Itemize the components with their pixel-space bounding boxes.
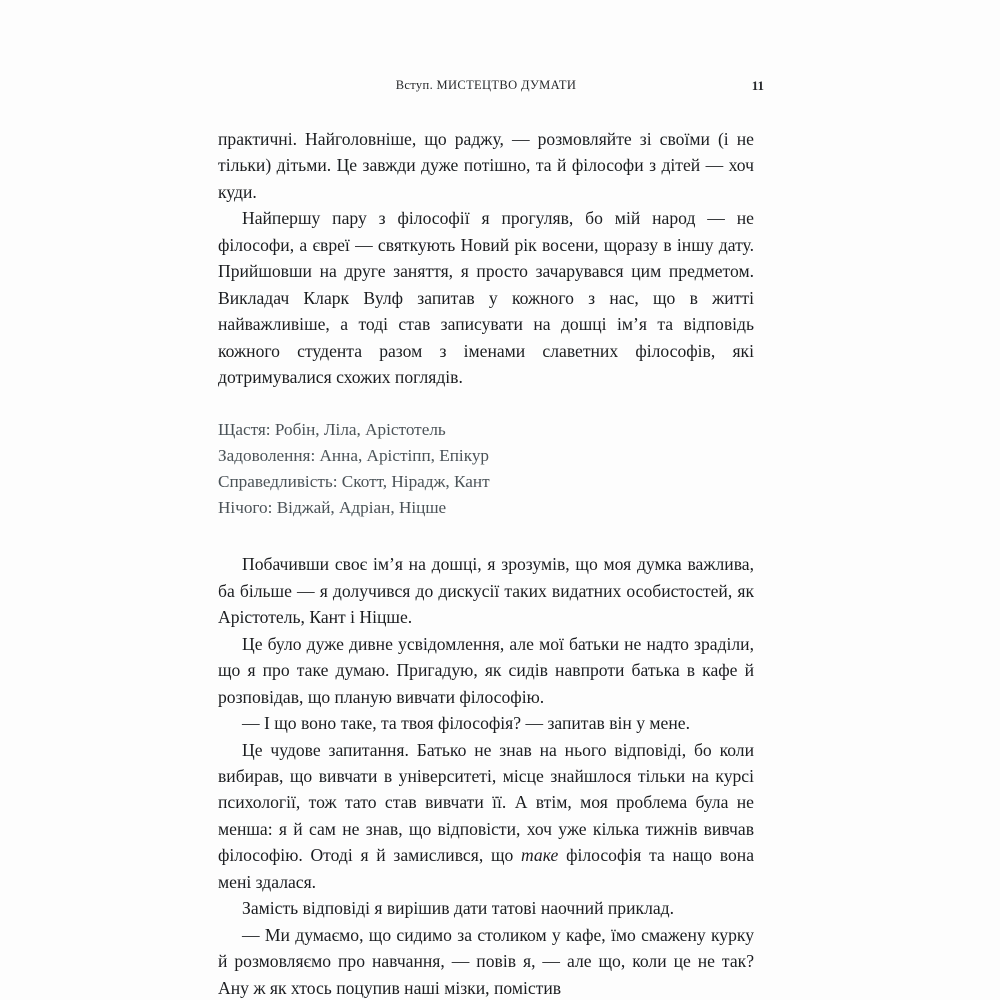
list-item: Нічого: Віджай, Адріан, Ніцше (218, 498, 447, 518)
paragraph-dialogue: — І що воно таке, та твоя філософія? — запитав він у мене. (242, 713, 690, 734)
page-text-block (218, 78, 764, 1001)
running-head (218, 78, 764, 100)
body-text (218, 126, 754, 1001)
running-head-prefix: Вступ. (395, 78, 434, 92)
list-item: Щастя: Робін, Ліла, Арістотель (218, 419, 446, 439)
paragraph-dialogue: — Ми думаємо, що сидимо за столиком у кафе, їмо смажену курку й розмовляємо про навчання, — повів я, — але що, коли це не так? Ану ж як хтось поцупив наші мізки, помістив (218, 924, 754, 998)
paragraph-text-lead: Це чудове запитання. Батько не знав на нього відповіді, бо коли вибирав, що вивчати в університеті, місце знайшлося тільки на курсі психології, тож тато став вивчати її. А втім, моя проблема була не менша: я й сам не знав, що відповісти, хоч уже кілька тижнів вивчав філософію. Отоді я й замислився, що (218, 739, 754, 866)
paragraph: Побачивши своє ім’я на дошці, я зрозумів, що моя думка важлива, ба більше — я долучився до дискусії таких видатних особистостей, як Арістотель, Кант і Ніцше. (218, 554, 754, 628)
paragraph: практичні. Найголовніше, що раджу, — розмовляйте зі своїми (і не тільки) дітьми. Це завжди дуже потішно, та й філософи з дітей — хоч куди. (218, 129, 754, 202)
paragraph: Це було дуже дивне усвідомлення, але мої батьки не надто зраділи, що я про таке думаю. Пригадую, як сидів навпроти батька в кафе й розповідав, що планую вивчати філософію. (218, 633, 754, 707)
paragraph-with-italic (218, 737, 754, 896)
list-item: Справедливість: Скотт, Нірадж, Кант (218, 471, 490, 491)
italic-emphasis: таке (521, 845, 559, 866)
example-list (218, 417, 754, 522)
paragraph: Найпершу пару з філософії я прогуляв, бо мій народ — не філософи, а євреї — святкують Новий рік восени, щоразу в іншу дату. Прийшовши на друге заняття, я просто зачарувався цим предметом. Викладач Кларк Вулф запитав у кожного з нас, що в житті найважливіше, а тоді став записувати на дошці ім’я та відповідь кожного студента разом з іменами славетних філософів, які дотримувалися схожих поглядів. (218, 208, 754, 388)
paragraph: Замість відповіді я вирішив дати татові наочний приклад. (242, 898, 675, 919)
page-number: 11 (751, 78, 764, 93)
list-item: Задоволення: Анна, Арістіпп, Епікур (218, 445, 490, 465)
running-head-chapter: МИСТЕЦТВО ДУМАТИ (436, 78, 577, 92)
paragraph-text-tail: філософія та нащо вона мені здалася. (218, 845, 754, 892)
running-head-text (396, 78, 577, 93)
